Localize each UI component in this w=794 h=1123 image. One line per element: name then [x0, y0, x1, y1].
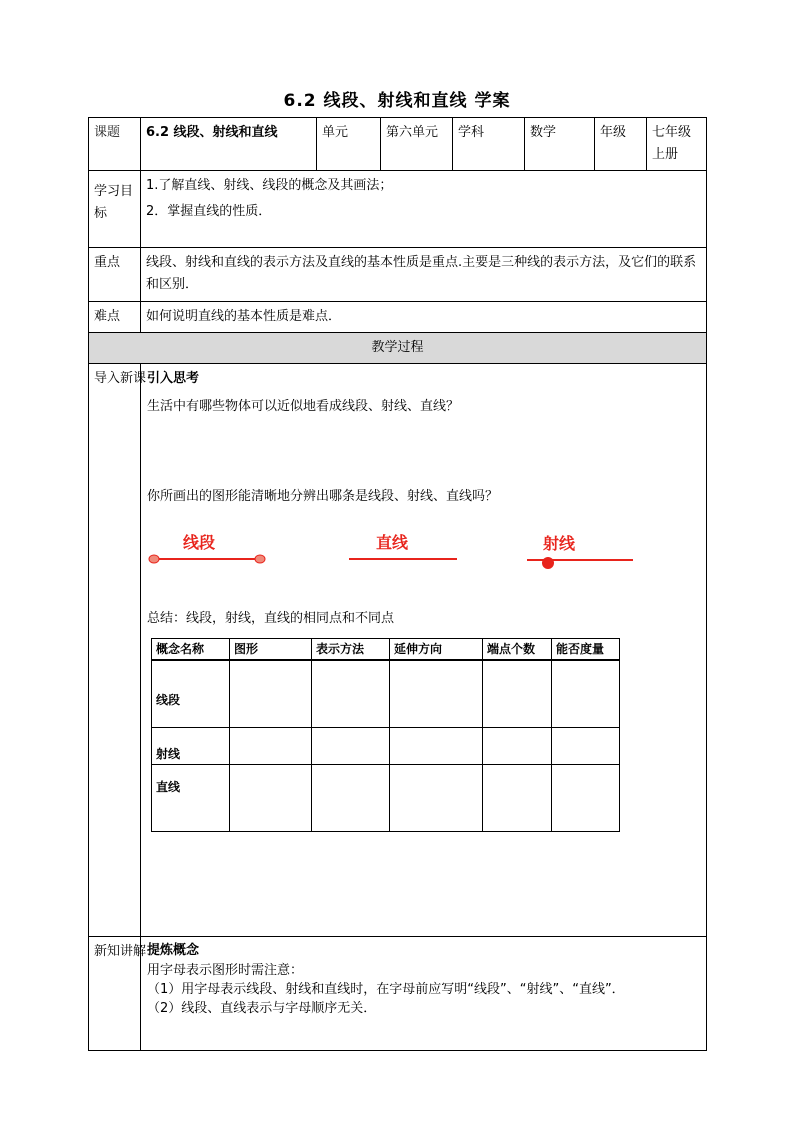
intro-row — [89, 364, 707, 937]
ray-figure — [527, 534, 633, 569]
table-cell — [483, 765, 552, 832]
lesson-plan-table — [88, 117, 707, 1051]
goal-item: 2．掌握直线的性质． — [146, 204, 272, 219]
table-cell — [552, 728, 620, 765]
subject-label: 学科 — [453, 118, 525, 171]
col-header: 能否度量 — [552, 639, 620, 661]
table-cell — [483, 728, 552, 765]
segment-figure — [149, 533, 265, 563]
goal-item: 1.了解直线、射线、线段的概念及其画法； — [146, 178, 393, 193]
col-header: 表示方法 — [312, 639, 390, 661]
table-cell — [312, 660, 390, 728]
difficulties-label: 难点 — [89, 302, 141, 333]
lines-illustration-svg — [147, 508, 647, 628]
topic-value: 6.2 线段、射线和直线 — [141, 118, 317, 171]
table-cell — [483, 660, 552, 728]
difficulties-text: 如何说明直线的基本性质是难点． — [141, 302, 707, 333]
intro-summary: 总结：线段，射线，直线的相同点和不同点 — [147, 611, 395, 626]
ray-endpoint — [542, 557, 554, 569]
page-title: 6.2 线段、射线和直线 学案 — [283, 91, 511, 111]
ray-label: 射线 — [543, 534, 576, 553]
table-cell — [552, 765, 620, 832]
difficulties-row — [89, 302, 707, 333]
col-header: 延伸方向 — [390, 639, 483, 661]
table-cell — [230, 660, 312, 728]
comparison-header-row — [152, 639, 620, 661]
header-row — [89, 118, 707, 171]
topic-label: 课题 — [89, 118, 141, 171]
unit-label: 单元 — [317, 118, 381, 171]
goals-label: 学习目标 — [89, 171, 141, 248]
table-cell — [230, 728, 312, 765]
comparison-table — [151, 638, 620, 832]
key-points-label: 重点 — [89, 248, 141, 302]
table-row — [152, 765, 620, 832]
lines-illustration — [147, 508, 701, 628]
table-cell — [552, 660, 620, 728]
col-header: 端点个数 — [483, 639, 552, 661]
key-points-text: 线段、射线和直线的表示方法及直线的基本性质是重点.主要是三种线的表示方法，及它们的联系和区别． — [141, 248, 707, 302]
table-cell — [390, 728, 483, 765]
table-cell — [230, 765, 312, 832]
new-knowledge-p2: （1）用字母表示线段、射线和直线时，在字母前应写明“线段”、“射线”、“直线”． — [147, 982, 625, 997]
key-points-row — [89, 248, 707, 302]
grade-label: 年级 — [595, 118, 647, 171]
intro-heading: 引入思考 — [147, 371, 200, 386]
table-cell — [390, 765, 483, 832]
col-header: 概念名称 — [152, 639, 230, 661]
subject-value: 数学 — [525, 118, 595, 171]
row-header: 射线 — [152, 728, 230, 765]
row-header: 线段 — [152, 660, 230, 728]
new-knowledge-heading: 提炼概念 — [147, 943, 200, 958]
col-header: 图形 — [230, 639, 312, 661]
segment-label: 线段 — [183, 533, 216, 552]
intro-label — [89, 364, 147, 937]
grade-value: 七年级上册 — [647, 118, 707, 171]
table-cell — [312, 728, 390, 765]
goals-row — [89, 171, 707, 248]
intro-question-2: 你所画出的图形能清晰地分辨出哪条是线段、射线、直线吗？ — [147, 489, 499, 504]
intro-label-text: 导入新课 — [94, 371, 147, 386]
table-row — [152, 660, 620, 728]
new-knowledge-label: 新知讲解 — [89, 937, 141, 1051]
line-label: 直线 — [376, 533, 409, 552]
table-cell — [390, 660, 483, 728]
intro-question-1: 生活中有哪些物体可以近似地看成线段、射线、直线？ — [147, 399, 460, 414]
row-header: 直线 — [152, 765, 230, 832]
process-header-row — [89, 333, 707, 364]
new-knowledge-row — [89, 937, 707, 1051]
table-cell — [312, 765, 390, 832]
segment-endpoint-left — [149, 555, 159, 563]
table-row — [152, 728, 620, 765]
segment-endpoint-right — [255, 555, 265, 563]
new-knowledge-p1: 用字母表示图形时需注意： — [147, 963, 304, 978]
process-header: 教学过程 — [89, 333, 707, 364]
new-knowledge-p3: （2）线段、直线表示与字母顺序无关． — [147, 1001, 377, 1016]
unit-value: 第六单元 — [381, 118, 453, 171]
line-figure — [349, 533, 457, 559]
